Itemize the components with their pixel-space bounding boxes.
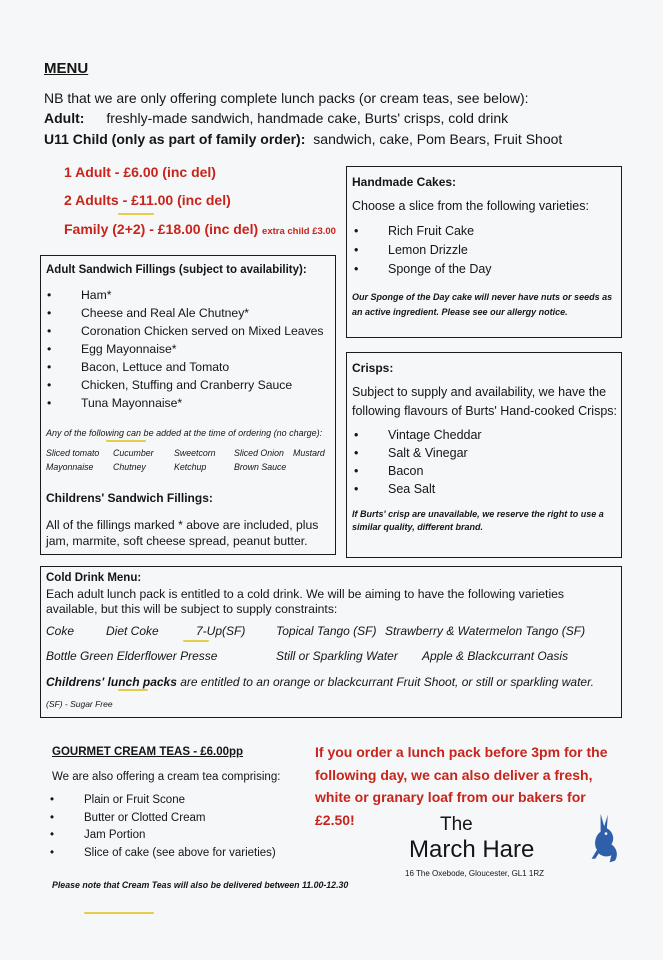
cream-teas-intro: We are also offering a cream tea comprising: [52, 771, 281, 783]
logo-line-1: The [440, 814, 473, 835]
drink-item: Coke [46, 624, 75, 638]
price-family-line [64, 221, 336, 237]
extra-item: Sliced tomato [46, 448, 100, 458]
crisps-note: If Burts' crisp are unavailable, we reserve the right to use a similar quality, different brand. [352, 509, 604, 532]
crisps-title: Crisps: [352, 361, 394, 375]
drink-item: Bottle Green Elderflower Presse [46, 649, 218, 663]
drink-item: Still or Sparkling Water [276, 649, 398, 663]
hare-icon [588, 808, 624, 870]
list-item: • Rich Fruit Cake [352, 222, 612, 241]
extra-item: Mayonnaise [46, 462, 94, 472]
cakes-box [346, 166, 622, 338]
extra-item: Sliced Onion [234, 448, 284, 458]
list-item: • Butter or Clotted Cream [48, 810, 308, 828]
children-fillings-text: All of the fillings marked * above are included, plus jam, marmite, soft cheese spread, peanut butter. [46, 518, 319, 548]
extra-item: Brown Sauce [234, 462, 287, 472]
list-item: • Jam Portion [48, 827, 308, 845]
adult-desc: freshly-made sandwich, handmade cake, Burts' crisps, cold drink [106, 110, 509, 126]
extra-item: Cucumber [113, 448, 154, 458]
price-extra-child: extra child £3.00 [262, 226, 336, 237]
cream-teas-note: Please note that Cream Teas will also be delivered between 11.00-12.30 [52, 880, 349, 890]
drink-item: 7-Up(SF) [196, 624, 246, 638]
drinks-children-rest: are entitled to an orange or blackcurrant Fruit Shoot, or still or sparkling water. [176, 675, 594, 689]
extra-item: Sweetcorn [174, 448, 216, 458]
crisps-list [352, 426, 612, 498]
price-1-adult: 1 Adult - £6.00 (inc del) [64, 164, 216, 180]
cakes-list [352, 222, 612, 279]
fillings-list [45, 286, 330, 412]
list-item: • Sponge of the Day [352, 260, 612, 279]
list-item: • Vintage Cheddar [352, 426, 612, 444]
extras-title: Any of the following can be added at the time of ordering (no charge): [46, 428, 323, 438]
list-item: • Lemon Drizzle [352, 241, 612, 260]
bread-promo: If you order a lunch pack before 3pm for the following day, we can also deliver a fresh, white or granary loaf from our bakers for £2.50! [315, 744, 608, 828]
drinks-intro: Each adult lunch pack is entitled to a cold drink. We will be aiming to have the following varieties available, but this will be subject to supply constraints: [46, 587, 565, 616]
cream-teas-title: GOURMET CREAM TEAS - £6.00pp [52, 746, 244, 758]
list-item: • Plain or Fruit Scone [48, 792, 308, 810]
crisps-box [346, 352, 622, 558]
cakes-note: Our Sponge of the Day cake will never have nuts or seeds as an active ingredient. Please see our allergy notice. [352, 292, 613, 317]
drink-item: Strawberry & Watermelon Tango (SF) [385, 624, 586, 638]
adult-label: Adult: [44, 110, 85, 126]
drinks-children [46, 675, 594, 689]
sf-note: (SF) - Sugar Free [46, 699, 113, 709]
extra-item: Chutney [113, 462, 146, 472]
cream-teas-list [48, 792, 308, 862]
drink-item: Apple & Blackcurrant Oasis [422, 649, 569, 663]
list-item: • Egg Mayonnaise* [45, 340, 330, 358]
list-item: • Bacon [352, 462, 612, 480]
list-item: • Tuna Mayonnaise* [45, 394, 330, 412]
list-item: • Coronation Chicken served on Mixed Leaves [45, 322, 330, 340]
drink-item: Diet Coke [106, 624, 159, 638]
list-item: • Cheese and Real Ale Chutney* [45, 304, 330, 322]
crisps-intro: Subject to supply and availability, we have the following flavours of Burts' Hand-cooked Crisps: [352, 385, 618, 418]
cakes-title: Handmade Cakes: [352, 175, 457, 189]
drink-item: Topical Tango (SF) [276, 624, 377, 638]
list-item: • Sea Salt [352, 480, 612, 498]
list-item: • Slice of cake (see above for varieties) [48, 845, 308, 863]
child-label: U11 Child (only as part of family order): [44, 131, 306, 147]
children-fillings-title: Childrens' Sandwich Fillings: [46, 491, 213, 505]
logo-line-2: March Hare [409, 836, 535, 863]
adult-line [44, 110, 508, 126]
nb-line: NB that we are only offering complete lunch packs (or cream teas, see below): [44, 90, 529, 106]
page-title: MENU [44, 60, 89, 77]
price-2-adults: 2 Adults - £11.00 (inc del) [64, 192, 231, 208]
child-desc: sandwich, cake, Pom Bears, Fruit Shoot [313, 131, 563, 147]
list-item: • Ham* [45, 286, 330, 304]
fillings-title: Adult Sandwich Fillings (subject to availability): [46, 264, 307, 276]
cakes-intro: Choose a slice from the following varieties: [352, 199, 589, 213]
drinks-title: Cold Drink Menu: [46, 572, 142, 584]
list-item: • Salt & Vinegar [352, 444, 612, 462]
child-line [44, 131, 562, 147]
list-item: • Chicken, Stuffing and Cranberry Sauce [45, 376, 330, 394]
list-item: • Bacon, Lettuce and Tomato [45, 358, 330, 376]
extra-item: Mustard [293, 448, 325, 458]
fillings-box [40, 255, 336, 555]
address: 16 The Oxebode, Gloucester, GL1 1RZ [405, 869, 545, 878]
drinks-box [40, 566, 622, 718]
drinks-children-bold: Childrens' lunch packs [46, 675, 177, 689]
price-family: Family (2+2) - £18.00 (inc del) [64, 221, 259, 237]
extra-item: Ketchup [174, 462, 207, 472]
